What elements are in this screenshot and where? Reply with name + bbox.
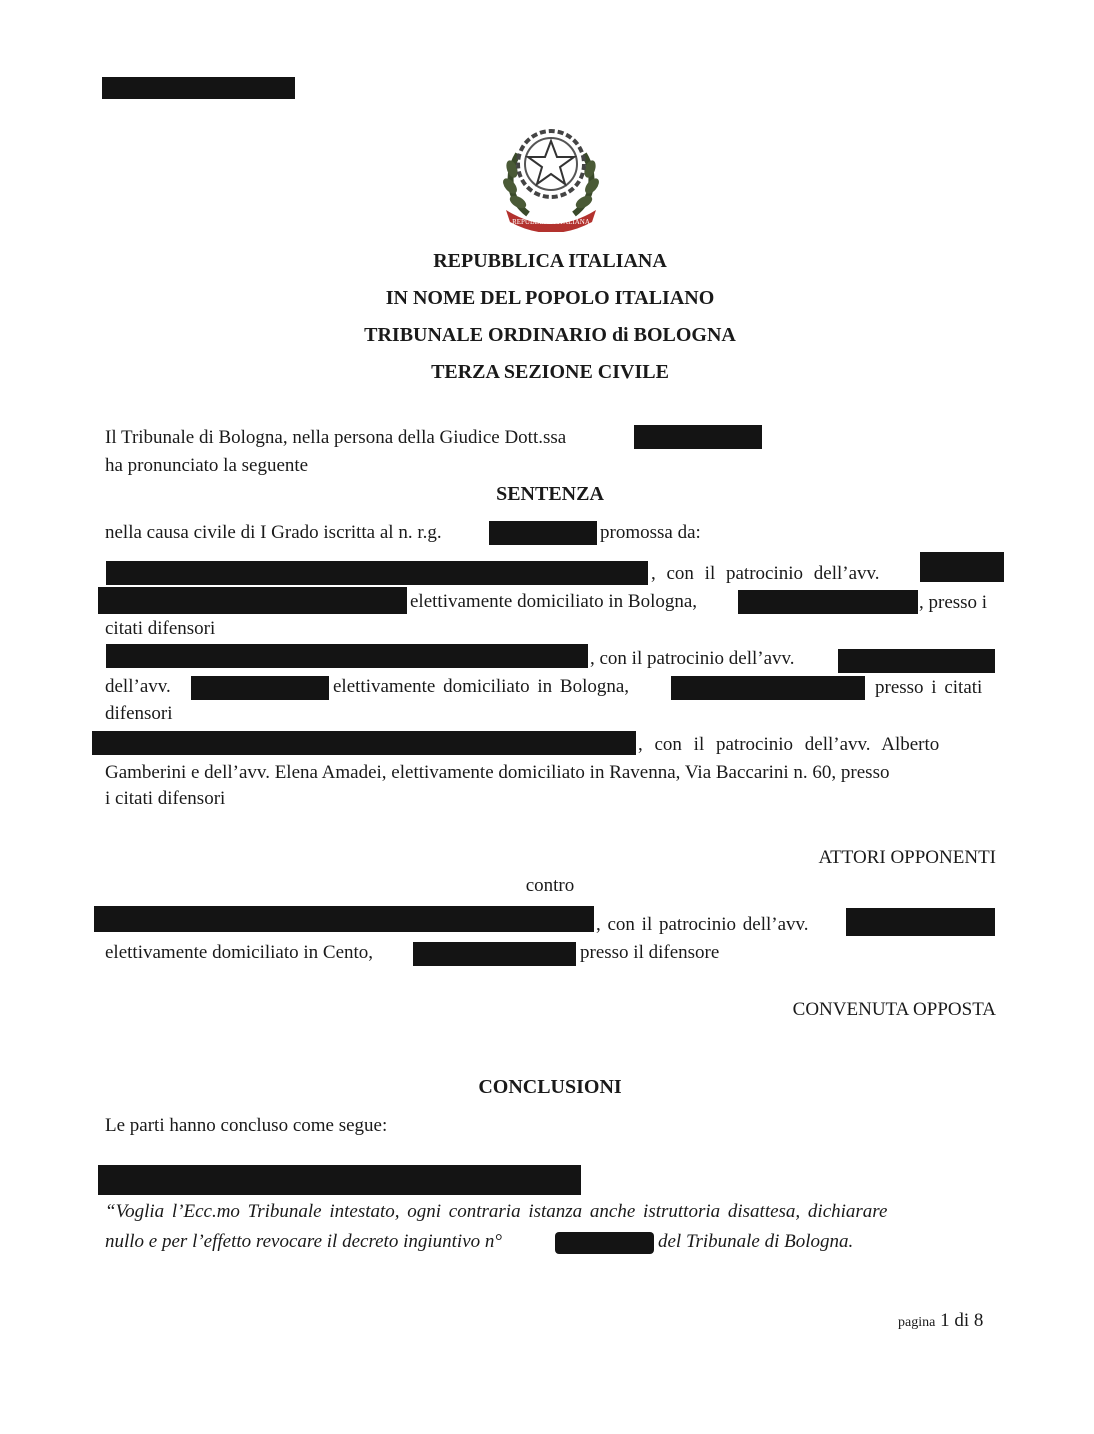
attori-label: ATTORI OPPONENTI [818, 847, 996, 868]
redacted-convenuta-lawyer [846, 908, 995, 936]
party2-avv: dell’avv. [105, 676, 171, 697]
redacted-judge-name [634, 425, 762, 449]
redacted-party-3-name [92, 731, 636, 755]
party3-patrocinio: , con il patrocinio dell’avv. Alberto [638, 734, 940, 755]
party1-difensori: citati difensori [105, 618, 216, 639]
header-tribunale: TRIBUNALE ORDINARIO di BOLOGNA [364, 324, 736, 346]
header-popolo: IN NOME DEL POPOLO ITALIANO [385, 287, 715, 309]
redacted-party-2-address [671, 676, 865, 700]
quote-line-2a: nullo e per l’effetto revocare il decreto ingiuntivo n° [105, 1231, 502, 1252]
redacted-decreto-number [555, 1232, 654, 1254]
emblem-ribbon-text: REPUBBLICA ITALIANA [512, 218, 590, 226]
causa-prefix: nella causa civile di I Grado iscritta al n. r.g. [105, 522, 442, 543]
redacted-convenuta-address [413, 942, 576, 966]
party2-domicilio: elettivamente domiciliato in Bologna, [333, 676, 630, 697]
party3-line3: i citati difensori [105, 788, 226, 809]
conclusioni-intro: Le parti hanno concluso come segue: [105, 1115, 388, 1136]
convenuta-patrocinio: , con il patrocinio dell’avv. [596, 914, 809, 935]
header-sezione: TERZA SEZIONE CIVILE [431, 361, 669, 383]
convenuta-domicilio: elettivamente domiciliato in Cento, [105, 942, 374, 963]
convenuta-label: CONVENUTA OPPOSTA [792, 999, 996, 1020]
page-di: di [954, 1310, 970, 1331]
party1-patrocinio: , con il patrocinio dell’avv. [651, 563, 880, 584]
redacted-party-1-lawyer-2 [98, 587, 407, 614]
convenuta-presso: presso il difensore [580, 942, 720, 963]
party1-presso: , presso i [919, 592, 988, 613]
conclusioni-title: CONCLUSIONI [478, 1076, 622, 1098]
redacted-header [102, 77, 295, 99]
redacted-party-1-lawyer [920, 552, 1004, 582]
page-current: 1 [940, 1310, 950, 1331]
party3-line2: Gamberini e dell’avv. Elena Amadei, elettivamente domiciliato in Ravenna, Via Baccarini n. 60, presso [105, 762, 890, 783]
quote-line-1: “Voglia l’Ecc.mo Tribunale intestato, ogni contraria istanza anche istruttoria disattesa, dichiarare [105, 1201, 888, 1222]
sentenza-title: SENTENZA [496, 483, 604, 505]
header-republic: REPUBBLICA ITALIANA [433, 250, 667, 272]
intro-line-1: Il Tribunale di Bologna, nella persona della Giudice Dott.ssa [105, 427, 567, 448]
quote-line-2b: del Tribunale di Bologna. [658, 1231, 854, 1252]
causa-suffix: promossa da: [600, 522, 701, 543]
party2-difensori: difensori [105, 703, 173, 724]
redacted-party-1-address [738, 590, 918, 614]
redacted-party-2-name [106, 644, 588, 668]
party2-presso: presso i citati [875, 677, 983, 698]
redacted-party-2-lawyer [838, 649, 995, 673]
redacted-conclusioni-party [98, 1165, 581, 1195]
redacted-convenuta-name [94, 906, 594, 932]
redacted-rg-number [489, 521, 597, 545]
party2-patrocinio: , con il patrocinio dell’avv. [590, 648, 795, 669]
redacted-party-1-name [106, 561, 648, 585]
intro-line-2: ha pronunciato la seguente [105, 455, 309, 476]
contro-label: contro [525, 875, 575, 896]
italian-republic-emblem [496, 114, 606, 232]
page-number [898, 1309, 983, 1335]
page-label: pagina [898, 1315, 936, 1330]
redacted-party-2-lawyer-2 [191, 676, 329, 700]
page-total: 8 [973, 1310, 984, 1331]
party1-domicilio: elettivamente domiciliato in Bologna, [410, 591, 698, 612]
